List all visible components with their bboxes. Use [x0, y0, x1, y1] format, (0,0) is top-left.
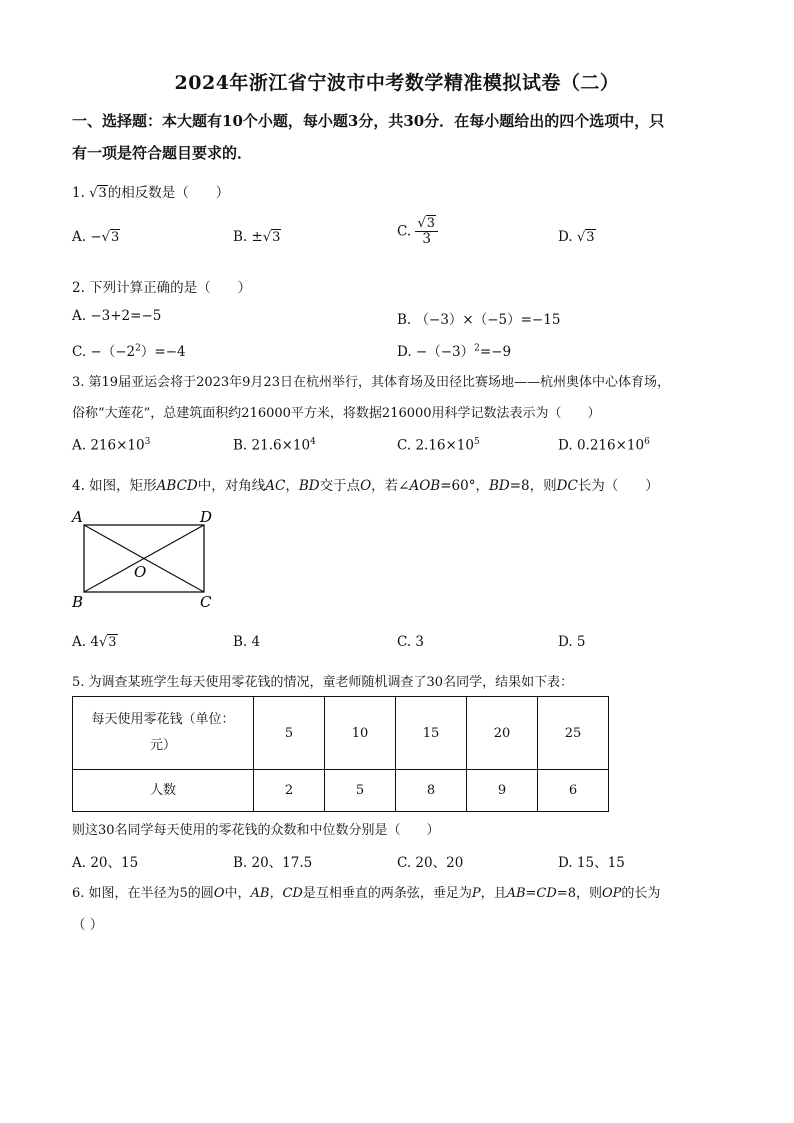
q3-option-b[interactable]: B. $21.6\times 10^4$ — [233, 437, 316, 454]
page-title: 2024年浙江省宁波市中考数学精准模拟试卷（二） — [174, 72, 620, 94]
q1-option-d[interactable]: D. √3 — [558, 229, 595, 245]
q3-option-d[interactable]: D. $0.216\times 10^6$ — [558, 437, 650, 454]
question-number: 1. — [72, 185, 85, 201]
q4-option-a[interactable]: A. 4√3 — [72, 634, 117, 650]
q1-option-a[interactable]: A. −√3 — [72, 229, 120, 245]
question-text: 的相反数是（ ） — [107, 185, 230, 201]
fraction: $\frac{√3}{3}$ — [415, 216, 438, 247]
question-5-stem: 5. 为调查某班学生每天使用零花钱的情况，童老师随机调查了30名同学，结果如下表： — [72, 675, 574, 690]
section-heading-line2: 有一项是符合题目要求的． — [72, 144, 253, 162]
sqrt-expression: √3 — [89, 186, 107, 201]
label-d: D — [200, 508, 213, 526]
q2-option-c[interactable]: C. $-(-2^2)=-4$ — [72, 343, 186, 360]
q2-option-d[interactable]: D. $-(-3)^2=-9$ — [397, 343, 512, 360]
q5-option-a[interactable]: A. 20、15 — [72, 855, 139, 871]
table-cell: 6 — [538, 770, 609, 812]
allowance-table — [72, 696, 609, 812]
q3-option-a[interactable]: A. $216\times 10^3$ — [72, 437, 151, 454]
label-c: C — [200, 593, 212, 611]
q1-option-c[interactable]: C. $\frac{√3}{3}$ — [397, 216, 438, 247]
table-cell: 5 — [325, 770, 396, 812]
q4-option-c[interactable]: C. 3 — [397, 634, 425, 650]
table-cell: 10 — [325, 697, 396, 770]
table-header-cell: 每天使用零花钱（单位： 元） — [73, 697, 254, 770]
q5-option-d[interactable]: D. 15、15 — [558, 855, 625, 871]
question-3-line2: 俗称“大莲花”，总建筑面积约216000平方米，将数据216000用科学记数法表示为（ ） — [72, 406, 601, 421]
rectangle-figure — [66, 504, 226, 616]
question-3-line1: 3. 第19届亚运会将于2023年9月23日在杭州举行，其体育场及田径比赛场地——杭州奥体中心体育场， — [72, 375, 670, 390]
question-6-stem: 6. 如图，在半径为5的圆O中，AB，CD是互相垂直的两条弦，垂足为P，且AB=CD=8，则OP的长为 — [72, 886, 661, 901]
q4-option-b[interactable]: B. 4 — [233, 634, 261, 650]
q2-option-a[interactable]: A. −3+2=−5 — [72, 308, 162, 324]
table-cell: 2 — [254, 770, 325, 812]
question-4-stem: 4. 如图，矩形ABCD中，对角线AC，BD交于点O，若∠AOB=60°，BD=8，则DC长为（ ） — [72, 478, 659, 494]
section-heading-line1: 一、选择题：本大题有10个小题，每小题3分，共30分．在每小题给出的四个选项中，只 — [72, 112, 665, 130]
table-cell: 9 — [467, 770, 538, 812]
q4-option-d[interactable]: D. 5 — [558, 634, 586, 650]
q1-option-b[interactable]: B. ±√3 — [233, 229, 281, 245]
q5-option-b[interactable]: B. 20、17.5 — [233, 855, 313, 871]
table-row — [73, 770, 609, 812]
table-header-cell: 人数 — [73, 770, 254, 812]
table-cell: 25 — [538, 697, 609, 770]
question-1-stem — [72, 181, 229, 201]
q3-option-c[interactable]: C. $2.16\times 10^5$ — [397, 437, 480, 454]
label-a: A — [72, 508, 83, 526]
label-o: O — [134, 563, 147, 581]
question-2-stem: 2. 下列计算正确的是（ ） — [72, 280, 252, 296]
table-row — [73, 697, 609, 770]
question-5-followup: 则这30名同学每天使用的零花钱的众数和中位数分别是（ ） — [72, 823, 440, 838]
q5-option-c[interactable]: C. 20、20 — [397, 855, 464, 871]
q2-option-b[interactable]: B. （−3）×（−5）=−15 — [397, 312, 561, 328]
label-b: B — [72, 593, 84, 611]
table-cell: 5 — [254, 697, 325, 770]
table-cell: 20 — [467, 697, 538, 770]
table-cell: 15 — [396, 697, 467, 770]
table-cell: 8 — [396, 770, 467, 812]
question-6-line2: （ ） — [72, 917, 104, 933]
